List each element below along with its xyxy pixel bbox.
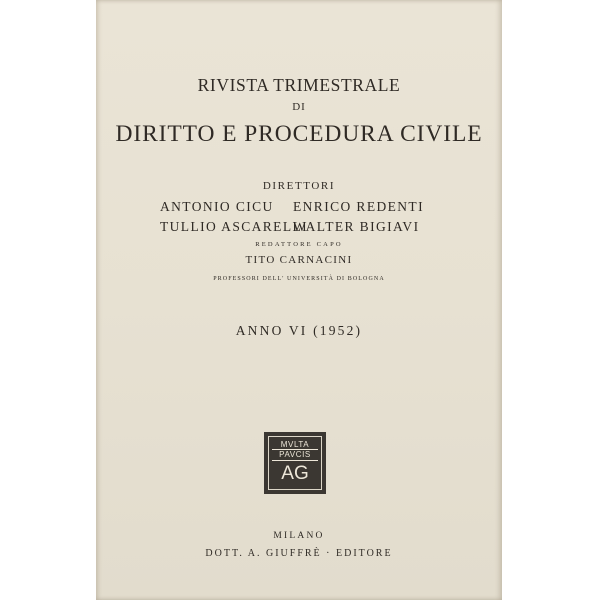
logo-divider (272, 460, 318, 461)
logo-monogram: AG (281, 463, 309, 484)
imprint-publisher: DOTT. A. GIUFFRÈ · EDITORE (205, 548, 393, 559)
journal-title-line2: DIRITTO E PROCEDURA CIVILE (115, 121, 483, 147)
title-page (96, 0, 502, 600)
chief-editor-heading: REDATTORE CAPO (255, 241, 343, 248)
director-name: WALTER BIGIAVI (293, 219, 420, 234)
publisher-logo-icon (264, 432, 326, 494)
director-name: ENRICO REDENTI (293, 199, 424, 214)
journal-title-connector: DI (292, 101, 306, 113)
chief-editor-name: TITO CARNACINI (245, 254, 353, 266)
volume-year: ANNO VI (1952) (235, 323, 363, 338)
affiliation-line: PROFESSORI DELL' UNIVERSITÀ DI BOLOGNA (213, 276, 385, 282)
journal-title-line1: RIVISTA TRIMESTRALE (197, 75, 401, 95)
director-name: TULLIO ASCARELLI (160, 219, 309, 234)
director-name: ANTONIO CICU (160, 199, 274, 214)
directors-heading: DIRETTORI (262, 180, 336, 192)
directors-row (160, 219, 419, 235)
imprint-city: MILANO (273, 531, 325, 541)
logo-motto-line2: PAVCIS (279, 450, 311, 459)
directors-row (160, 199, 424, 215)
logo-motto-line1: MVLTA (280, 440, 310, 449)
